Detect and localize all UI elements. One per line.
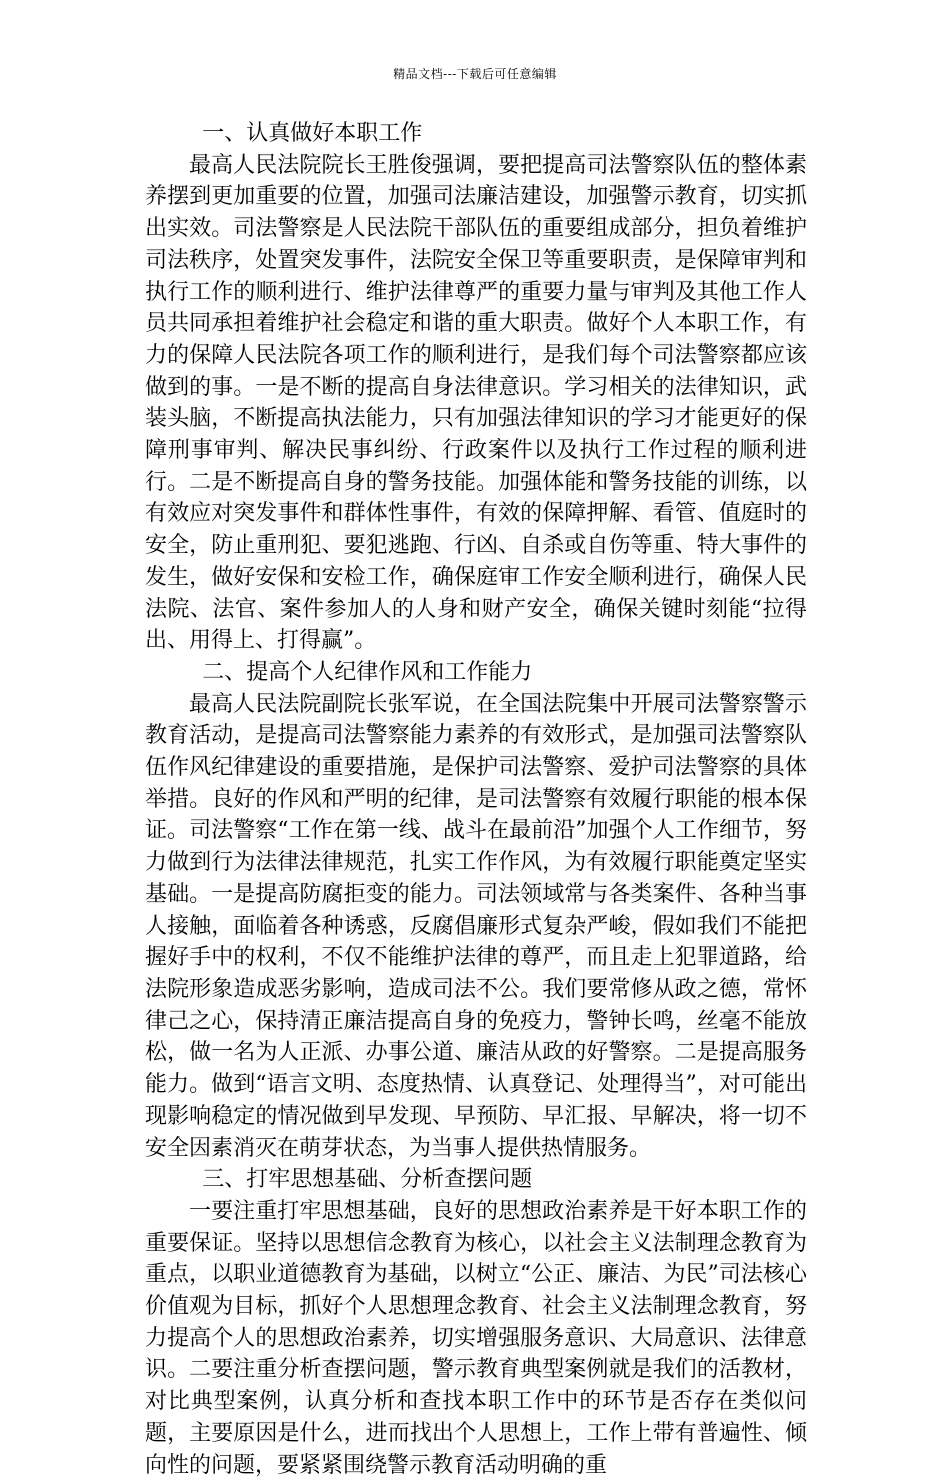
section-paragraph-1: 最高人民法院院长王胜俊强调，要把提高司法警察队伍的整体素养摆到更加重要的位置，加强司法廉洁建设，加强警示教育，切实抓出实效。司法警察是人民法院干部队伍的重要组成部分，担负着维护司法秩序，处置突发事件，法院安全保卫等重要职责，是保障审判和执行工作的顺利进行、维护法律尊严的重要力量与审判及其他工作人员共同承担着维护社会稳定和谐的重大职责。做好个人本职工作，有力的保障人民法院各项工作的顺利进行，是我们每个司法警察都应该做到的事。一是不断的提高自身法律意识。学习相关的法律知识，武装头脑，不断提高执法能力，只有加强法律知识的学习才能更好的保障刑事审判、解决民事纠纷、行政案件以及执行工作过程的顺利进行。二是不断提高自身的警务技能。加强体能和警务技能的训练，以有效应对突发事件和群体性事件，有效的保障押解、看管、值庭时的安全，防止重刑犯、要犯逃跑、行凶、自杀或自伤等重、特大事件的发生，做好安保和安检工作，确保庭审工作安全顺利进行，确保人民法院、法官、案件参加人的人身和财产安全，确保关键时刻能“拉得出、用得上、打得赢”。: [145, 152, 807, 654]
section-heading-3: 三、打牢思想基础、分析查摆问题: [202, 1167, 533, 1193]
section-heading-1: 一、认真做好本职工作: [202, 121, 423, 146]
section-paragraph-2: 最高人民法院副院长张军说，在全国法院集中开展司法警察警示教育活动，是提高司法警察能力素养的有效形式，是加强司法警察队伍作风纪律建设的重要措施，是保护司法警察、爱护司法警察的具体举措。良好的作风和严明的纪律，是司法警察有效履行职能的根本保证。司法警察“工作在第一线、战斗在最前沿”加强个人工作细节，努力做到行为法律法律规范，扎实工作作风，为有效履行职能奠定坚实基础。一是提高防腐拒变的能力。司法领域常与各类案件、各种当事人接触，面临着各种诱惑，反腐倡廉形式复杂严峻，假如我们不能把握好手中的权利，不仅不能维护法律的尊严，而且走上犯罪道路，给法院形象造成恶劣影响，造成司法不公。我们要常修从政之德，常怀律己之心，保持清正廉洁提高自身的免疫力，警钟长鸣，丝毫不能放松，做一名为人正派、办事公道、廉洁从政的好警察。二是提高服务能力。做到“语言文明、态度热情、认真登记、处理得当”，对可能出现影响稳定的情况做到早发现、早预防、早汇报、早解决，将一切不安全因素消灭在萌芽状态，为当事人提供热情服务。: [145, 691, 807, 1161]
section-heading-2: 二、提高个人纪律作风和工作能力: [202, 659, 533, 685]
document-body: [145, 118, 807, 1481]
page-header: 精品文档---下载后可任意编辑: [393, 67, 557, 81]
section-paragraph-3: 一要注重打牢思想基础，良好的思想政治素养是干好本职工作的重要保证。坚持以思想信念教育为核心，以社会主义法制理念教育为重点，以职业道德教育为基础，以树立“公正、廉洁、为民”司法核心价值观为目标，抓好个人思想理念教育、社会主义法制理念教育，努力提高个人的思想政治素养，切实增强服务意识、大局意识、法律意识。二要注重分析查摆问题，警示教育典型案例就是我们的活教材，对比典型案例，认真分析和查找本职工作中的环节是否存在类似问题，主要原因是什么，进而找出个人思想上，工作上带有普遍性、倾向性的问题，要紧紧围绕警示教育活动明确的重: [145, 1198, 807, 1478]
